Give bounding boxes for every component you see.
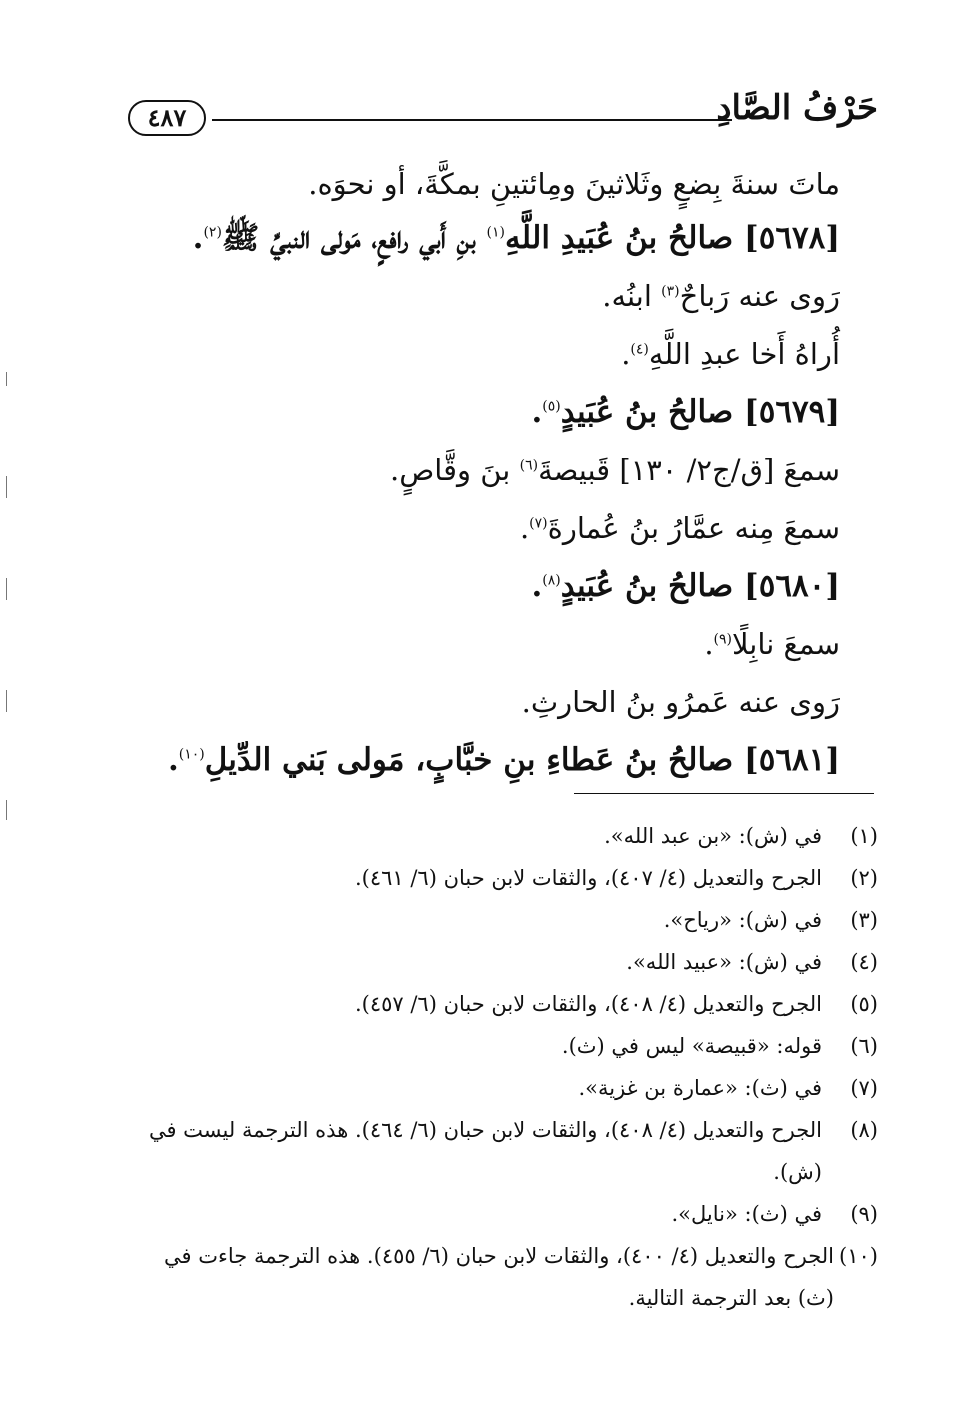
footnote-text: في (ث): «نايل». (671, 1202, 822, 1226)
footnote-text: في (ش): «بن عبد الله». (604, 824, 822, 848)
footnote-number: (٩) (850, 1202, 878, 1226)
margin-mark (6, 476, 7, 498)
main-text (140, 155, 840, 789)
entry-heading: [٥٦٨١] صالحُ بنُ عَطاءِ بنِ خبَّابٍ، مَولى بَني الدِّيلِ$^{(١٠)}$. (167, 742, 840, 778)
footnote-text: الجرح والتعديل (٤/ ٤٠٨)، والثقات لابن حبان (٦/ ٤٦٤). هذه الترجمة ليست في (ش). (148, 1118, 822, 1184)
footnote-ref[interactable]: (٣) (661, 283, 680, 300)
footnote-number: (٢) (850, 866, 878, 890)
footnote-text: في (ث): «عمارة بن غزية». (578, 1076, 822, 1100)
footnote-number: (٧) (850, 1076, 878, 1100)
footnote-text: قوله: «قبيصة» ليس في (ث). (561, 1034, 822, 1058)
footnote-separator (574, 793, 874, 794)
footnote-number: (١) (850, 824, 878, 848)
footnote-ref[interactable]: (٦) (519, 457, 539, 474)
footnote-item (128, 941, 878, 983)
footnote-item (128, 1193, 878, 1235)
footnote-text: الجرح والتعديل (٤/ ٤٠٠)، والثقات لابن حبان (٦/ ٤٥٥). هذه الترجمة جاءت في (ث) بعد الترجمة التالية. (164, 1244, 834, 1310)
footnote-item (128, 1235, 878, 1319)
footnote-number: (١٠) (839, 1244, 878, 1268)
entry-heading: [٥٦٧٨] صالحُ بنُ عُبَيدِ اللَّهِ$^{(١)}$ بنِ أَبي رافعٍ، مَولى النبيِّ ﷺ$^{(٢)}$. (192, 220, 840, 256)
footnote-ref[interactable]: (٥) (542, 398, 561, 415)
footnote-text: الجرح والتعديل (٤/ ٤٠٨)، والثقات لابن حبان (٦/ ٤٥٧). (354, 992, 822, 1016)
entry-heading: [٥٦٧٩] صالحُ بنُ عُبَيدٍ$^{(٥)}$. (531, 394, 840, 430)
text-line: رَوى عنه رَباحٌ$^{(٣)}$ ابنُه. (602, 279, 840, 313)
footnote-text: الجرح والتعديل (٤/ ٤٠٧)، والثقات لابن حبان (٦/ ٤٦١). (354, 866, 822, 890)
footnote-number: (٣) (850, 908, 878, 932)
footnote-item (128, 815, 878, 857)
footnote-number: (٦) (850, 1034, 878, 1058)
margin-mark (6, 800, 7, 820)
footnote-item (128, 1025, 878, 1067)
footnote-ref[interactable]: (٨) (542, 572, 561, 589)
margin-mark (6, 372, 7, 386)
footnotes (128, 815, 878, 1319)
text-line: رَوى عنه عَمرُو بنُ الحارثِ. (521, 685, 840, 719)
footnote-ref[interactable]: (٢) (203, 224, 222, 241)
chapter-title: حَرْفُ الصَّادِ (716, 88, 878, 128)
footnote-ref[interactable]: (٤) (630, 341, 649, 358)
page-number-badge: ٤٨٧ (128, 100, 206, 136)
footnote-ref[interactable]: (٩) (713, 631, 732, 648)
text-line: أُراهُ أَخا عبدِ اللَّهِ$^{(٤)}$. (621, 337, 840, 371)
footnote-text: في (ش): «عبيد الله». (626, 950, 822, 974)
footnote-ref[interactable]: (١٠) (178, 746, 205, 763)
text-line: سمعَ مِنه عمَّارُ بنُ عُمارةَ$^{(٧)}$. (519, 511, 840, 545)
text-line: ماتَ سنةَ بِضعٍ وثَلاثينَ ومِائتينِ بمكَّةَ، أو نحوَه. (308, 167, 840, 201)
text-line: سمعَ نابِلًا$^{(٩)}$. (704, 627, 840, 661)
footnote-item (128, 1067, 878, 1109)
footnote-ref[interactable]: (١) (486, 224, 505, 241)
footnote-text: في (ش): «رياح». (663, 908, 822, 932)
margin-mark (6, 578, 7, 600)
footnote-number: (٥) (850, 992, 878, 1016)
footnote-ref[interactable]: (٧) (529, 515, 548, 532)
footnote-item (128, 1109, 878, 1193)
header-rule (212, 119, 732, 121)
text-line: سمعَ [ق/ج٢/ ١٣٠] قَبيصةَ$^{(٦)}$ بنَ وقَّاصٍ. (390, 453, 840, 487)
margin-mark (6, 690, 7, 712)
entry-heading: [٥٦٨٠] صالحُ بنُ عُبَيدٍ$^{(٨)}$. (531, 568, 840, 604)
footnote-item (128, 983, 878, 1025)
footnote-number: (٨) (850, 1118, 878, 1142)
footnote-number: (٤) (850, 950, 878, 974)
footnote-item (128, 899, 878, 941)
footnote-item (128, 857, 878, 899)
page-header (128, 88, 878, 148)
